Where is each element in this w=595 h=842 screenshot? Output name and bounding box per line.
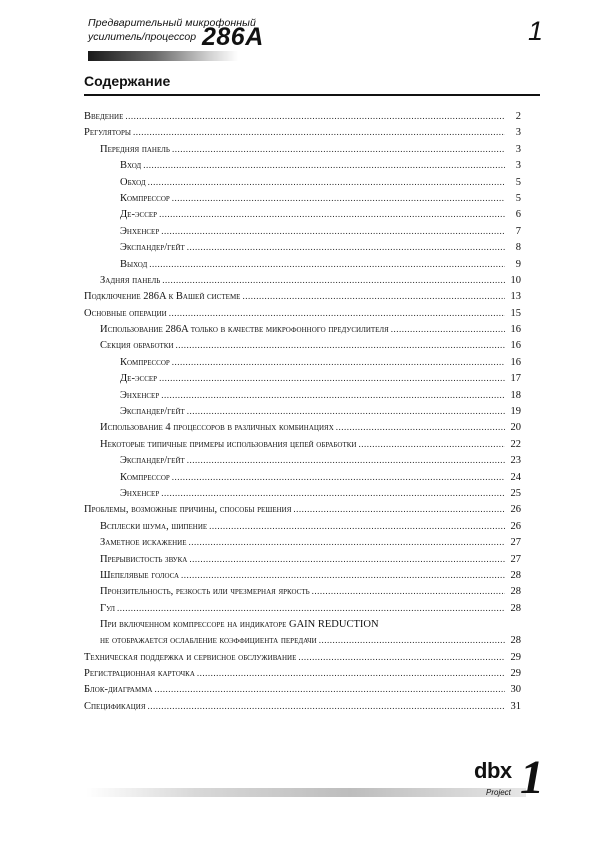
toc-entry-label: Секция обработки: [100, 340, 174, 352]
toc-entry-label: Экспандер/гейт: [120, 406, 185, 418]
toc-entry-page: 19: [510, 406, 521, 418]
toc-entry[interactable]: [84, 324, 521, 340]
toc-dot-leader: [162, 275, 505, 285]
toc-dot-leader: [172, 472, 505, 482]
toc-entry[interactable]: [84, 455, 521, 471]
toc-entry-label: Компрессор: [120, 471, 170, 483]
toc-dot-leader: [358, 439, 505, 449]
toc-entry[interactable]: [84, 684, 521, 700]
toc-dot-leader: [159, 209, 505, 219]
toc-dot-leader: [187, 242, 505, 252]
logo-dbx-text: dbx: [474, 758, 512, 783]
toc-entry-page: 26: [510, 504, 521, 516]
toc-entry-page: 28: [510, 602, 521, 614]
toc-dot-leader: [181, 570, 505, 580]
toc-dot-leader: [312, 586, 505, 596]
table-of-contents: [84, 111, 521, 717]
dbx-project-1-logo: [470, 751, 550, 806]
footer-gradient-bar: [86, 788, 526, 797]
toc-dot-leader: [336, 422, 505, 432]
toc-entry-page: 8: [515, 242, 521, 254]
toc-entry-label: Энхенсер: [120, 389, 160, 401]
toc-entry[interactable]: [84, 390, 521, 406]
toc-dot-leader: [161, 488, 505, 498]
toc-entry-page: 3: [515, 127, 521, 139]
toc-dot-leader: [187, 455, 505, 465]
toc-entry[interactable]: [84, 586, 521, 602]
toc-entry-label: Экспандер/гейт: [120, 242, 185, 254]
toc-dot-leader: [176, 340, 505, 350]
logo-number: 1: [520, 751, 544, 804]
toc-entry-label: не отображается ослабление коэффициента передачи: [100, 635, 317, 647]
toc-entry-page: 25: [510, 487, 521, 499]
toc-dot-leader: [161, 226, 505, 236]
toc-entry-label: Подключение 286A к Вашей системе: [84, 291, 241, 303]
toc-entry[interactable]: [84, 701, 521, 717]
toc-entry[interactable]: [84, 193, 521, 209]
section-title: Содержание: [84, 73, 171, 89]
toc-entry-label: Регуляторы: [84, 127, 131, 139]
toc-entry-page: 29: [510, 651, 521, 663]
toc-entry-label: Шепелявые голоса: [100, 569, 180, 581]
toc-entry[interactable]: [84, 422, 521, 438]
toc-entry-label: Обход: [120, 176, 146, 188]
toc-entry-label: Заметное искажение: [100, 537, 187, 549]
toc-entry-page: 5: [515, 192, 521, 204]
toc-dot-leader: [125, 111, 505, 121]
toc-entry[interactable]: [84, 570, 521, 586]
toc-entry-label: Экспандер/гейт: [120, 455, 185, 467]
toc-entry-page: 10: [510, 274, 521, 286]
toc-dot-leader: [172, 193, 505, 203]
toc-entry[interactable]: [84, 111, 521, 127]
toc-entry-page: 3: [515, 143, 521, 155]
toc-entry-page: 7: [515, 225, 521, 237]
toc-entry[interactable]: [84, 291, 521, 307]
toc-dot-leader: [298, 652, 505, 662]
toc-entry[interactable]: [84, 242, 521, 258]
toc-dot-leader: [197, 668, 505, 678]
toc-entry-label: Компрессор: [120, 192, 170, 204]
toc-dot-leader: [242, 291, 505, 301]
toc-entry[interactable]: [84, 652, 521, 668]
toc-dot-leader: [149, 259, 505, 269]
toc-entry-label: Техническая поддержка и сервисное обслуживание: [84, 651, 297, 663]
toc-dot-leader: [319, 635, 505, 645]
toc-entry-label: Введение: [84, 111, 124, 122]
toc-entry[interactable]: [84, 537, 521, 553]
toc-entry-page: 16: [510, 356, 521, 368]
toc-dot-leader: [209, 521, 505, 531]
toc-entry-label: Проблемы, возможные причины, способы решения: [84, 504, 292, 516]
toc-entry[interactable]: [84, 275, 521, 291]
header-model-number: 286A: [202, 23, 264, 51]
toc-entry-label: Пронзительность, резкость или чрезмерная яркость: [100, 586, 310, 598]
toc-dot-leader: [117, 603, 505, 613]
header-title-line1: Предварительный микрофонный: [88, 17, 256, 29]
title-rule: [84, 94, 540, 96]
toc-entry-page: 2: [515, 111, 521, 122]
page-number: 1: [528, 16, 544, 46]
toc-entry-label: При включенном компрессоре на индикаторе GAIN REDUCTION: [100, 619, 379, 631]
toc-dot-leader: [161, 390, 505, 400]
toc-entry-page: 27: [510, 537, 521, 549]
toc-entry-page: 28: [510, 635, 521, 647]
toc-entry-label: Спецификация: [84, 700, 146, 712]
toc-entry[interactable]: [84, 668, 521, 684]
toc-dot-leader: [159, 373, 505, 383]
toc-entry-label: Де-эссер: [120, 209, 158, 221]
toc-entry-page: 29: [510, 667, 521, 679]
toc-entry[interactable]: [84, 209, 521, 225]
toc-entry-label: Энхенсер: [120, 225, 160, 237]
toc-entry[interactable]: [84, 127, 521, 143]
toc-entry-label: Блок-диаграмма: [84, 684, 153, 696]
toc-entry[interactable]: [84, 619, 521, 635]
toc-dot-leader: [148, 177, 505, 187]
toc-entry-label: Передняя панель: [100, 143, 170, 155]
toc-entry-page: 27: [510, 553, 521, 565]
toc-entry-page: 6: [515, 209, 521, 221]
toc-dot-leader: [187, 406, 505, 416]
toc-entry-page: 13: [510, 291, 521, 303]
toc-entry-page: 17: [510, 373, 521, 385]
toc-entry[interactable]: [84, 357, 521, 373]
toc-dot-leader: [293, 504, 505, 514]
toc-entry-label: Прерывистость звука: [100, 553, 188, 565]
toc-entry-label: Де-эссер: [120, 373, 158, 385]
toc-entry-label: Энхенсер: [120, 487, 160, 499]
header-block: [88, 17, 338, 51]
toc-entry-page: 16: [510, 324, 521, 336]
header-title-line2: усилитель/процессор: [88, 31, 197, 43]
toc-entry-page: 3: [515, 160, 521, 172]
toc-entry[interactable]: [84, 406, 521, 422]
toc-entry-page: 26: [510, 520, 521, 532]
toc-entry[interactable]: [84, 439, 521, 455]
toc-entry-page: 31: [510, 700, 521, 712]
toc-entry-page: 15: [510, 307, 521, 319]
toc-entry[interactable]: [84, 259, 521, 275]
toc-entry-page: 9: [515, 258, 521, 270]
toc-entry[interactable]: [84, 144, 521, 160]
toc-entry-label: Вход: [120, 160, 142, 172]
toc-dot-leader: [391, 324, 505, 334]
toc-dot-leader: [172, 144, 505, 154]
toc-dot-leader: [148, 701, 505, 711]
toc-dot-leader: [169, 308, 505, 318]
toc-entry[interactable]: [84, 226, 521, 242]
toc-entry-page: 22: [510, 438, 521, 450]
toc-entry-label: Использование 4 процессоров в различных комбинациях: [100, 422, 334, 434]
toc-entry-label: Некоторые типичные примеры использования цепей обработки: [100, 438, 357, 450]
toc-entry-page: 18: [510, 389, 521, 401]
toc-entry-label: Компрессор: [120, 356, 170, 368]
toc-dot-leader: [172, 357, 505, 367]
toc-entry-page: 28: [510, 569, 521, 581]
toc-entry[interactable]: [84, 554, 521, 570]
toc-entry-label: Выход: [120, 258, 148, 270]
toc-entry-page: 5: [515, 176, 521, 188]
toc-entry-label: Регистрационная карточка: [84, 667, 195, 679]
toc-dot-leader: [155, 684, 506, 694]
toc-entry[interactable]: [84, 308, 521, 324]
toc-entry-page: 28: [510, 586, 521, 598]
toc-entry[interactable]: [84, 373, 521, 389]
toc-entry-label: Всплески шума, шипение: [100, 520, 208, 532]
toc-entry-page: 16: [510, 340, 521, 352]
toc-entry[interactable]: [84, 340, 521, 356]
toc-entry[interactable]: [84, 504, 521, 520]
toc-entry-label: Задняя панель: [100, 274, 161, 286]
toc-entry[interactable]: [84, 160, 521, 176]
toc-entry-page: 30: [510, 684, 521, 696]
logo-project-text: Project: [486, 788, 511, 797]
toc-entry[interactable]: [84, 521, 521, 537]
toc-entry-page: 23: [510, 455, 521, 467]
toc-entry-label: Использование 286A только в качестве микрофонного предусилителя: [100, 324, 389, 336]
toc-dot-leader: [189, 537, 506, 547]
toc-entry-label: Гул: [100, 602, 115, 614]
toc-entry-page: 24: [510, 471, 521, 483]
toc-entry-label: Основные операции: [84, 307, 167, 319]
toc-entry[interactable]: [84, 635, 521, 651]
toc-entry[interactable]: [84, 177, 521, 193]
toc-dot-leader: [143, 160, 505, 170]
toc-entry[interactable]: [84, 603, 521, 619]
toc-dot-leader: [133, 127, 505, 137]
toc-entry[interactable]: [84, 488, 521, 504]
toc-entry[interactable]: [84, 472, 521, 488]
toc-entry-page: 20: [510, 422, 521, 434]
toc-dot-leader: [189, 554, 505, 564]
header-gradient-bar: [88, 51, 238, 61]
